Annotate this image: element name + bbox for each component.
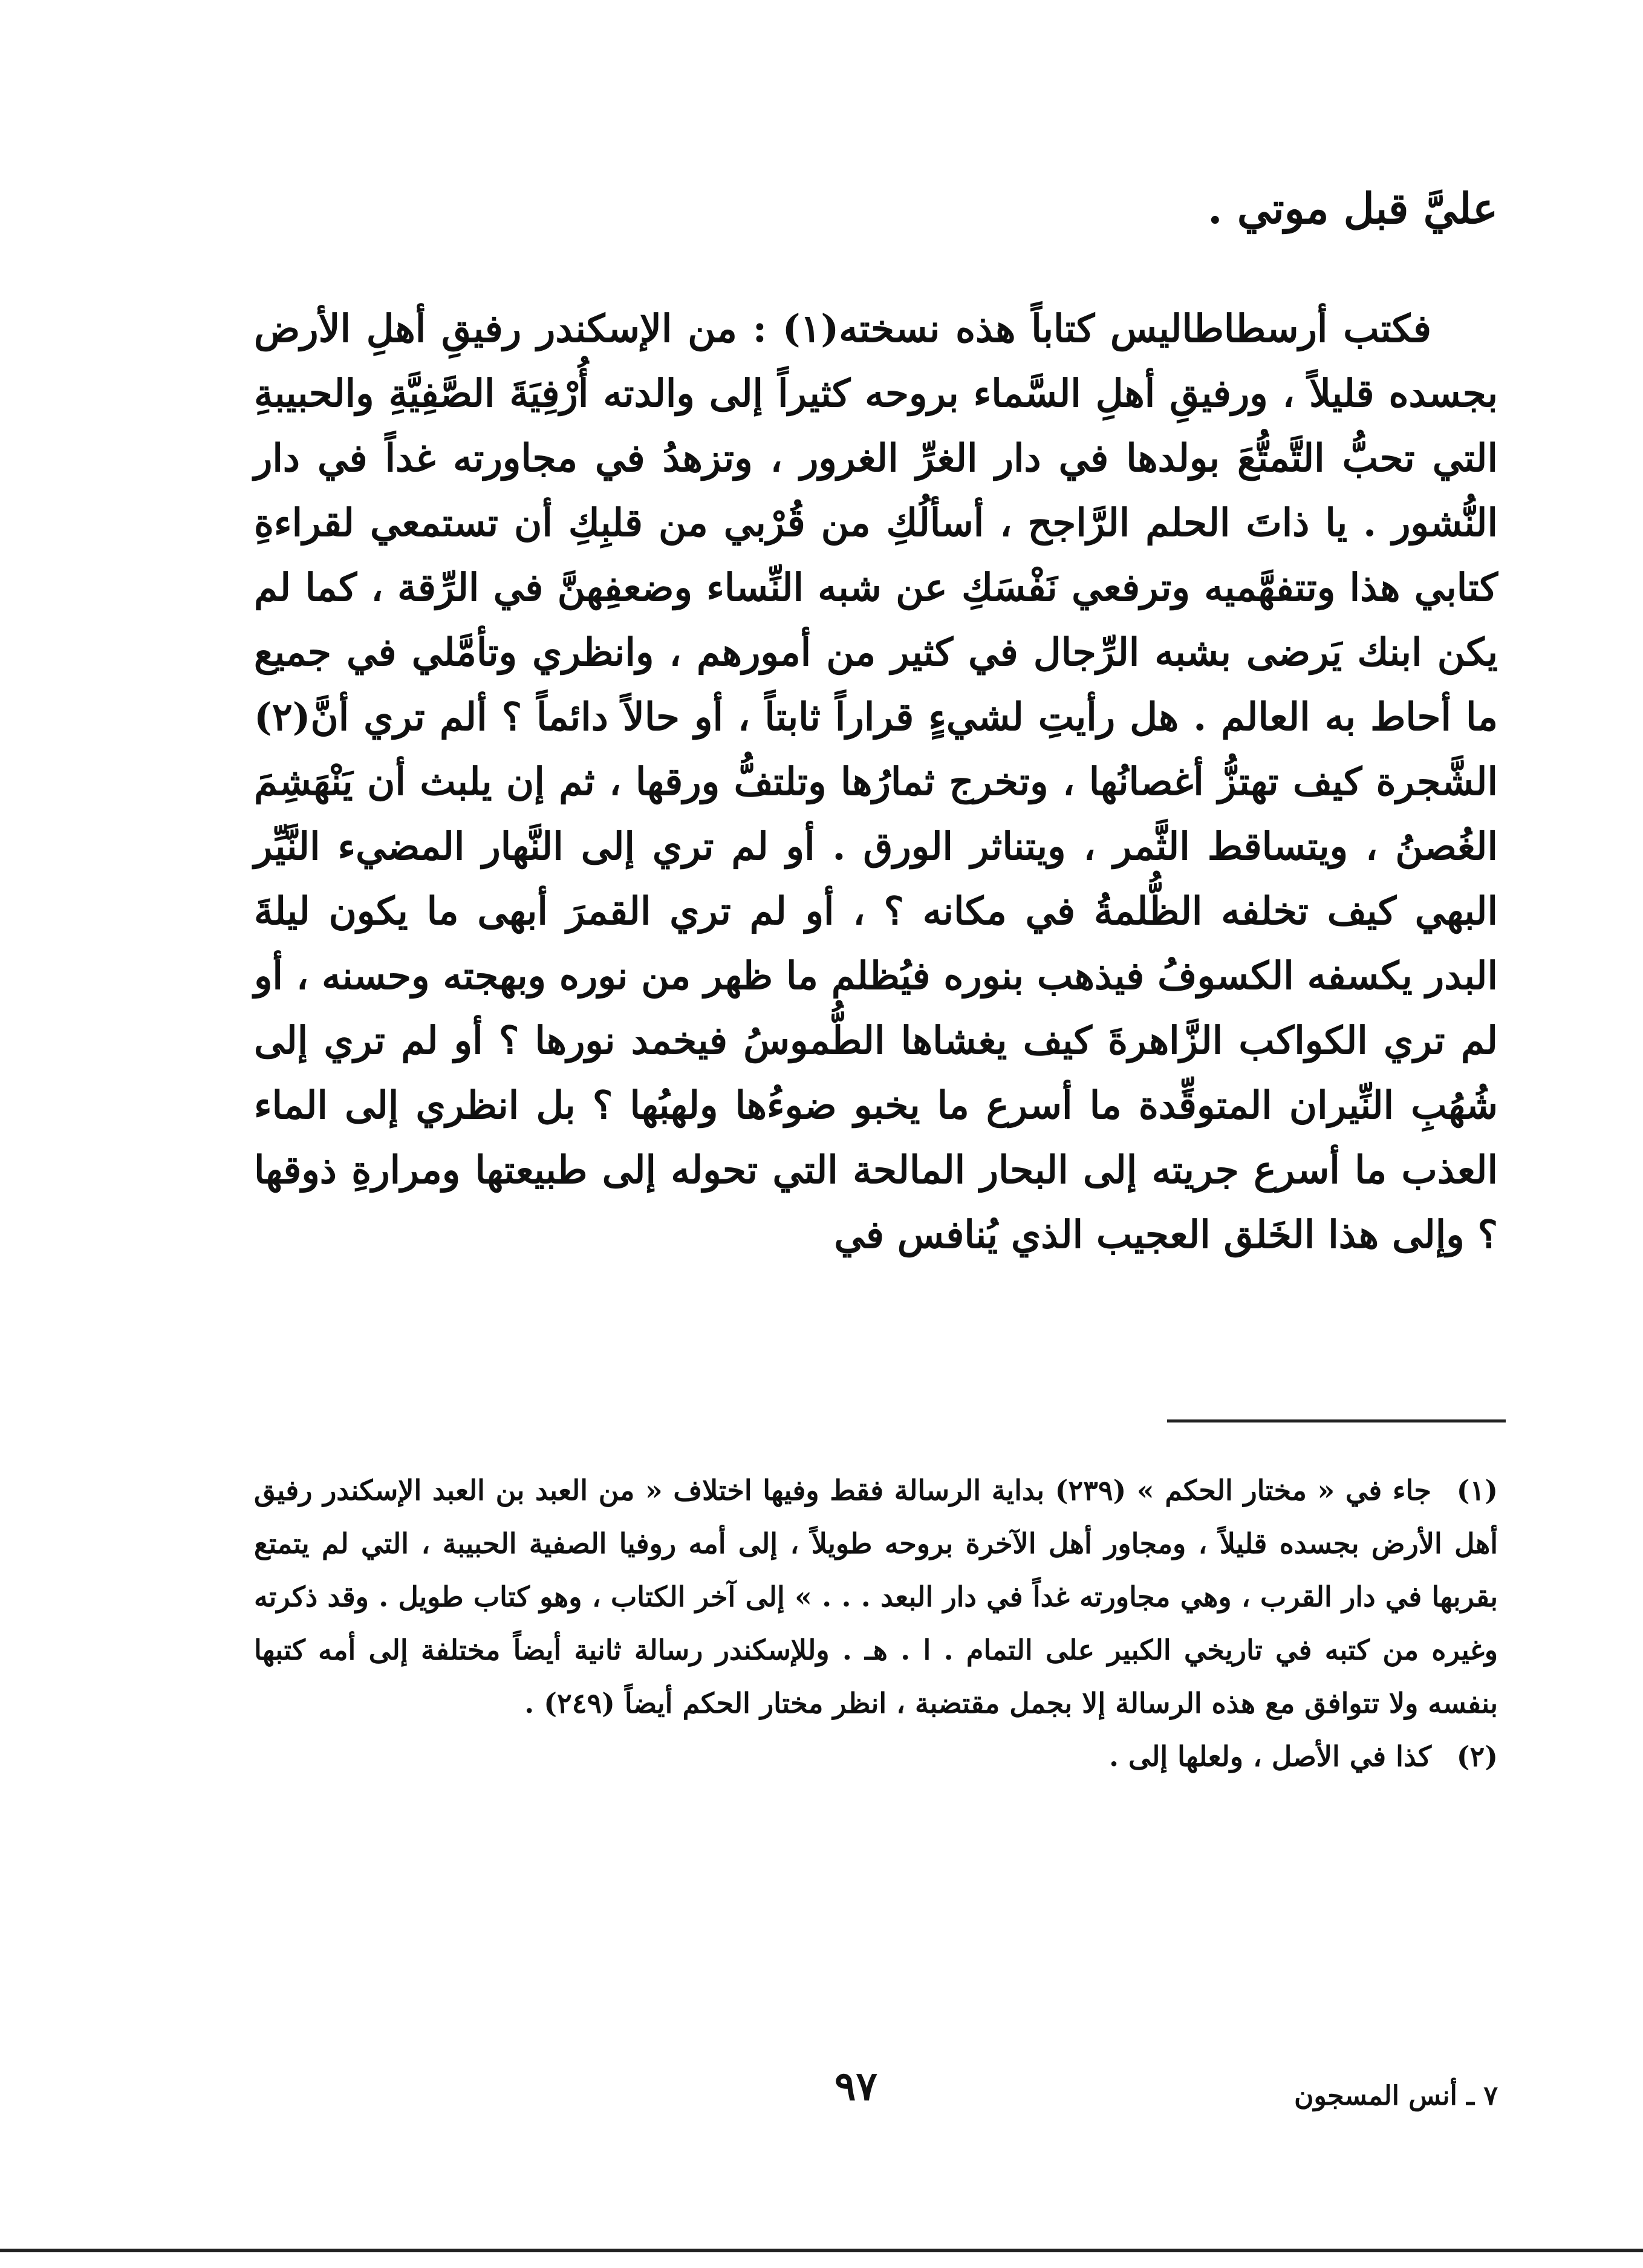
running-footer: ٧ ـ أنس المسجون [1294, 2081, 1498, 2111]
continuation-line: عليَّ قبل موتي . [1208, 183, 1498, 233]
footnote [254, 1730, 1498, 1783]
footnote-separator [1167, 1419, 1506, 1422]
footnote-number: (١) [1456, 1474, 1498, 1507]
footnotes [254, 1464, 1498, 1783]
page-number: ٩٧ [835, 2062, 877, 2110]
footnote [254, 1464, 1498, 1730]
footnote-text: جاء في « مختار الحكم » (٢٣٩) بداية الرسالة فقط وفيها اختلاف « من العبد بن العبد الإسكندر رفيق أهل الأرض بجسده قليلاً ، ومجاور أهل الآخرة بروحه طويلاً ، إلى أمه روفيا الصفية الحبيبة ، التي لم يتمتع بقربها في دار القرب ، وهي مجاورته غداً في دار البعد . . . » إلى آخر الكتاب ، وهو كتاب طويل . وقد ذكرته وغيره من كتبه في تاريخي الكبير على التمام . ا . هـ . وللإسكندر رسالة ثانية أيضاً مختلفة إلى أمه كتبها بنفسه ولا تتوافق مع هذه الرسالة إلا بجمل مقتضبة ، انظر مختار الحكم أيضاً (٢٤٩) . [254, 1474, 1498, 1719]
body-paragraph: فكتب أرسطاطاليس كتاباً هذه نسخته(١) : من الإسكندر رفيقِ أهلِ الأرض بجسده قليلاً ، ورفيقِ أهلِ السَّماء بروحه كثيراً إلى والدته أُرْفِيَةَ الصَّفِيَّةِ والحبيبةِ التي تحبُّ التَّمتُّعَ بولدها في دار الغرِّ الغرور ، وتزهدُ في مجاورته غداً في دار النُّشور . يا ذاتَ الحلم الرَّاجح ، أسألُكِ من قُرْبي من قلبِكِ أن تستمعي لقراءةِ كتابي هذا وتتفهَّميه وترفعي نَفْسَكِ عن شبه النِّساء وضعفِهنَّ في الرِّقة ، كما لم يكن ابنك يَرضى بشبه الرِّجال في كثير من أمورهم ، وانظري وتأمَّلي في جميع ما أحاط به العالم . هل رأيتِ لشيءٍ قراراً ثابتاً ، أو حالاً دائماً ؟ ألم تري أنَّ(٢) الشَّجرة كيف تهتزُّ أغصانُها ، وتخرج ثمارُها وتلتفُّ ورقها ، ثم إن يلبث أن يَنْهَشِمَ الغُصنُ ، ويتساقط الثَّمر ، ويتناثر الورق . أو لم تري إلى النَّهار المضيء النَّيِّر البهي كيف تخلفه الظُّلمةُ في مكانه ؟ ، أو لم تري القمرَ أبهى ما يكون ليلةَ البدر يكسفه الكسوفُ فيذهب بنوره فيُظلم ما ظهر من نوره وبهجته وحسنه ، أو لم تري الكواكب الزَّاهرةَ كيف يغشاها الطُّموسُ فيخمد نورها ؟ أو لم تري إلى شُهُبِ النِّيران المتوقِّدة ما أسرع ما يخبو ضوءُها ولهبُها ؟ بل انظري إلى الماء العذب ما أسرع جريته إلى البحار المالحة التي تحوله إلى طبيعتها ومرارةِ ذوقها ؟ وإلى هذا الخَلق العجيب الذي يُنافس في [254, 306, 1498, 1257]
scan-bottom-edge [0, 2249, 1643, 2252]
footnote-text: كذا في الأصل ، ولعلها إلى . [1108, 1740, 1431, 1773]
footnote-number: (٢) [1456, 1740, 1498, 1773]
page-footer [254, 2062, 1498, 2129]
main-text [254, 296, 1498, 1267]
